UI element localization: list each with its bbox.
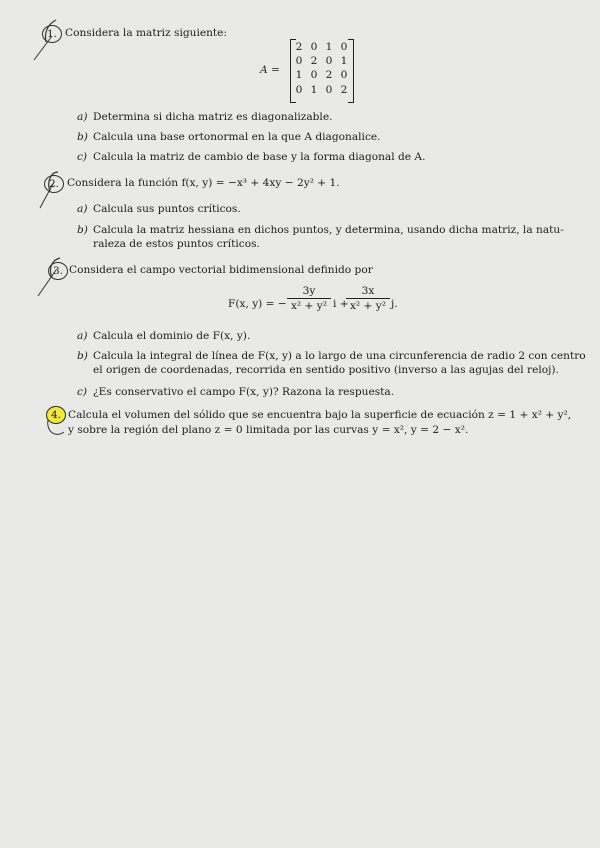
item-label: b) xyxy=(77,350,88,362)
fraction-2-numerator: 3x xyxy=(361,285,375,297)
problem-3-number: 3. xyxy=(48,262,68,280)
problem-3-intro: Considera el campo vectorial bidimensional definido por xyxy=(69,264,373,276)
pen-stroke-4 xyxy=(48,420,64,434)
matrix-cell: 2 xyxy=(310,55,318,67)
pen-stroke-1b xyxy=(34,36,52,60)
pen-stroke-1 xyxy=(45,20,56,42)
item-label: c) xyxy=(77,386,88,398)
matrix-cell: 1 xyxy=(340,55,348,67)
fraction-1-numerator: 3y xyxy=(302,285,316,297)
problem-2-item-b-line2: raleza de estos puntos críticos. xyxy=(93,238,260,250)
problem-3-item-b-line2: el origen de coordenadas, recorrida en sentido positivo (inverso a las agujas del reloj). xyxy=(93,364,559,376)
problem-2-item-a: Calcula sus puntos críticos. xyxy=(93,203,241,215)
matrix-cell: 0 xyxy=(340,69,348,81)
matrix-cell: 0 xyxy=(325,84,333,96)
formula-end: j. xyxy=(391,298,398,310)
item-label: a) xyxy=(77,330,88,342)
item-label: b) xyxy=(77,131,88,143)
pen-stroke-3 xyxy=(50,258,60,278)
problem-4-line1: Calcula el volumen del sólido que se encuentra bajo la superficie de ecuación z = 1 + x² + y², xyxy=(68,409,572,421)
matrix-cell: 0 xyxy=(325,55,333,67)
problem-2-intro: Considera la función f(x, y) = −x³ + 4xy − 2y² + 1. xyxy=(67,177,340,189)
matrix-cell: 1 xyxy=(310,84,318,96)
matrix-cell: 1 xyxy=(295,69,303,81)
matrix-label: A = xyxy=(260,64,280,76)
formula-mid: i + xyxy=(333,298,349,310)
problem-1-item-c: Calcula la matriz de cambio de base y la forma diagonal de A. xyxy=(93,151,426,163)
pen-stroke-2b xyxy=(40,182,54,208)
matrix-cell: 2 xyxy=(340,84,348,96)
fraction-1-denominator: x² + y² xyxy=(290,300,328,312)
item-label: a) xyxy=(77,203,88,215)
problem-1-item-b: Calcula una base ortonormal en la que A diagonalice. xyxy=(93,131,381,143)
problem-2-item-b-line1: Calcula la matriz hessiana en dichos puntos, y determina, usando dicha matriz, la natu- xyxy=(93,224,564,236)
matrix-cell: 0 xyxy=(295,55,303,67)
item-label: b) xyxy=(77,224,88,236)
item-label: c) xyxy=(77,151,88,163)
problem-2-number: 2. xyxy=(44,175,64,193)
matrix-cell: 0 xyxy=(295,84,303,96)
problem-1-intro: Considera la matriz siguiente: xyxy=(65,27,228,39)
matrix-cell: 0 xyxy=(340,41,348,53)
problem-4-line2: y sobre la región del plano z = 0 limitada por las curvas y = x², y = 2 − x². xyxy=(68,424,469,436)
fraction-2-denominator: x² + y² xyxy=(349,300,387,312)
item-label: a) xyxy=(77,111,88,123)
problem-3-item-b-line1: Calcula la integral de línea de F(x, y) a lo largo de una circunferencia de radio 2 con centro xyxy=(93,350,586,362)
problem-1-number: 1. xyxy=(42,25,62,43)
matrix-cell: 1 xyxy=(325,41,333,53)
matrix-cell: 2 xyxy=(325,69,333,81)
problem-4-number: 4. xyxy=(46,406,66,424)
formula-lhs: F(x, y) = − xyxy=(228,298,287,310)
matrix-cell: 0 xyxy=(310,41,318,53)
matrix-cell: 2 xyxy=(295,41,303,53)
matrix-cell: 0 xyxy=(310,69,318,81)
problem-1-item-a: Determina si dicha matriz es diagonalizable. xyxy=(93,111,333,123)
problem-3-item-a: Calcula el dominio de F(x, y). xyxy=(93,330,251,342)
problem-3-item-c: ¿Es conservativo el campo F(x, y)? Razona la respuesta. xyxy=(93,386,395,398)
pen-stroke-3b xyxy=(38,270,56,296)
